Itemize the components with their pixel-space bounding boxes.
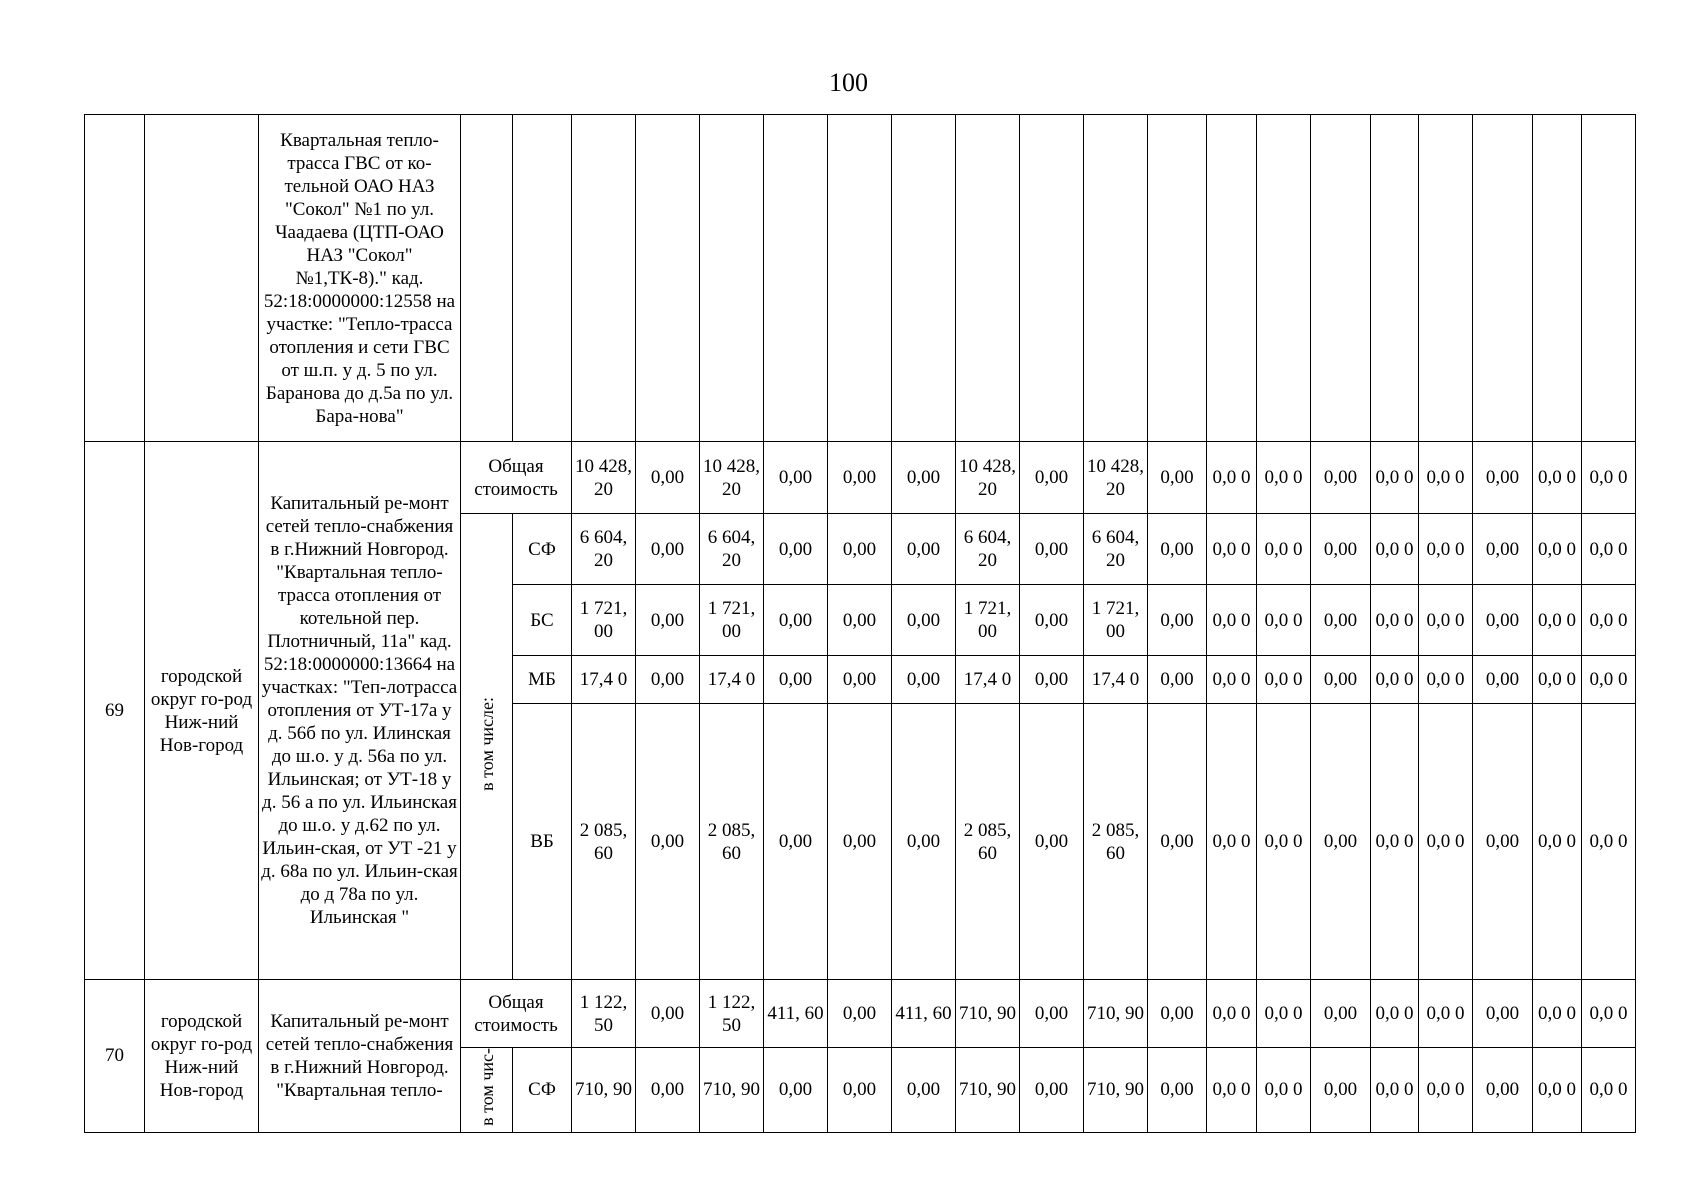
- value-cell: 0,0 0: [1533, 514, 1582, 585]
- value-cell: 710, 90: [572, 1048, 636, 1133]
- object-description: Капитальный ре-монт сетей тепло-снабжения в г.Нижний Новгород. "Квартальная тепло-трасса отопления от котельной пер. Плотничный, 11а" кад. 52:18:0000000:13664 на участках: "Теп-лотрасса отопления от УТ-17а у д. 56б по ул. Илинская до ш.о. у д. 56а по ул. Ильинская; от УТ-18 у д. 56 а по ул. Ильинская до ш.о. у д.62 по ул. Ильин-ская, от УТ -21 у д. 68а по ул. Ильин-ская до д 78а по ул. Ильинская ": [259, 442, 461, 980]
- value-cell: 0,00: [1148, 704, 1207, 980]
- value-cell: 0,00: [828, 442, 892, 514]
- value-cell: 0,0 0: [1207, 704, 1257, 980]
- value-cell: 0,0 0: [1371, 980, 1419, 1048]
- value-cell: 0,00: [1020, 442, 1084, 514]
- value-cell: 0,00: [892, 442, 956, 514]
- value-cell: 0,00: [1020, 656, 1084, 704]
- value-cell: 0,00: [828, 704, 892, 980]
- value-cell: 0,0 0: [1257, 585, 1311, 656]
- value-cell: 0,00: [764, 1048, 828, 1133]
- value-cell: 0,0 0: [1582, 656, 1636, 704]
- value-cell: 0,0 0: [1371, 704, 1419, 980]
- value-cell: 10 428, 20: [700, 442, 764, 514]
- value-cell: 0,00: [764, 514, 828, 585]
- value-cell: 0,00: [1148, 514, 1207, 585]
- value-cell: 0,0 0: [1207, 585, 1257, 656]
- value-cell: 0,0 0: [1371, 442, 1419, 514]
- value-cell: 710, 90: [1084, 980, 1148, 1048]
- value-cell: 0,00: [1148, 442, 1207, 514]
- cont-blank-label: [461, 115, 513, 442]
- value-cell: 0,0 0: [1257, 980, 1311, 1048]
- funding-source-label: ВБ: [513, 704, 572, 980]
- value-cell: 0,00: [1311, 514, 1371, 585]
- value-cell: 0,00: [828, 514, 892, 585]
- funding-source-label: СФ: [513, 514, 572, 585]
- value-cell: 0,0 0: [1207, 1048, 1257, 1133]
- funding-source-label: СФ: [513, 1048, 572, 1133]
- value-cell: 0,0 0: [1207, 514, 1257, 585]
- value-cell: 0,0 0: [1533, 704, 1582, 980]
- value-cell: 0,00: [828, 980, 892, 1048]
- value-cell: 0,0 0: [1582, 514, 1636, 585]
- value-cell: 710, 90: [1084, 1048, 1148, 1133]
- value-cell: 0,0 0: [1419, 442, 1473, 514]
- value-cell: 0,0 0: [1257, 704, 1311, 980]
- value-cell: 0,00: [1473, 704, 1533, 980]
- value-cell: 0,00: [1148, 585, 1207, 656]
- cont-blank-sub: [513, 115, 572, 442]
- cont-num-cell: [85, 115, 145, 442]
- value-cell: 411, 60: [892, 980, 956, 1048]
- value-cell: 0,00: [892, 514, 956, 585]
- row-number: 70: [85, 980, 145, 1133]
- value-cell: 0,0 0: [1371, 656, 1419, 704]
- value-cell: 0,00: [1311, 656, 1371, 704]
- value-cell: 6 604, 20: [700, 514, 764, 585]
- value-cell: 1 122, 50: [700, 980, 764, 1048]
- value-cell: 0,00: [1311, 704, 1371, 980]
- value-cell: 0,00: [1148, 656, 1207, 704]
- value-cell: 0,0 0: [1533, 585, 1582, 656]
- value-cell: 0,00: [892, 1048, 956, 1133]
- value-cell: 0,0 0: [1582, 442, 1636, 514]
- value-cell: 1 122, 50: [572, 980, 636, 1048]
- value-cell: 0,0 0: [1419, 704, 1473, 980]
- value-cell: 0,00: [1020, 585, 1084, 656]
- row-70-total: [85, 980, 1636, 1048]
- value-cell: 17,4 0: [700, 656, 764, 704]
- value-cell: 0,0 0: [1207, 656, 1257, 704]
- territory-cell: городской округ го-род Ниж-ний Нов-город: [145, 980, 259, 1133]
- value-cell: 0,0 0: [1419, 980, 1473, 1048]
- value-cell: 2 085, 60: [956, 704, 1020, 980]
- value-cell: 0,00: [764, 585, 828, 656]
- value-cell: 0,00: [636, 980, 700, 1048]
- funding-source-label: МБ: [513, 656, 572, 704]
- value-cell: 0,00: [892, 585, 956, 656]
- value-cell: 0,0 0: [1371, 514, 1419, 585]
- value-cell: 0,00: [764, 442, 828, 514]
- value-cell: 0,00: [764, 704, 828, 980]
- total-cost-label: Общая стоимость: [461, 442, 572, 514]
- value-cell: 0,00: [1311, 1048, 1371, 1133]
- value-cell: 0,00: [636, 585, 700, 656]
- value-cell: 411, 60: [764, 980, 828, 1048]
- value-cell: 0,0 0: [1533, 1048, 1582, 1133]
- value-cell: 0,0 0: [1582, 704, 1636, 980]
- value-cell: 0,00: [828, 656, 892, 704]
- value-cell: 0,00: [1311, 442, 1371, 514]
- continuation-row: [85, 115, 1636, 442]
- value-cell: 0,0 0: [1257, 514, 1311, 585]
- page-number: 100: [829, 68, 868, 97]
- value-cell: 6 604, 20: [1084, 514, 1148, 585]
- financing-table: [84, 114, 1636, 1133]
- value-cell: 0,0 0: [1419, 514, 1473, 585]
- value-cell: 0,00: [1473, 514, 1533, 585]
- value-cell: 0,0 0: [1419, 585, 1473, 656]
- value-cell: 0,0 0: [1533, 980, 1582, 1048]
- value-cell: 0,0 0: [1207, 442, 1257, 514]
- value-cell: 1 721, 00: [700, 585, 764, 656]
- in-that-number-text: в том числе:: [476, 696, 497, 791]
- value-cell: 0,0 0: [1257, 1048, 1311, 1133]
- value-cell: 0,0 0: [1419, 656, 1473, 704]
- value-cell: 0,0 0: [1207, 980, 1257, 1048]
- value-cell: 0,0 0: [1533, 442, 1582, 514]
- value-cell: 0,00: [636, 704, 700, 980]
- value-cell: 0,0 0: [1582, 585, 1636, 656]
- value-cell: 710, 90: [956, 1048, 1020, 1133]
- value-cell: 0,0 0: [1419, 1048, 1473, 1133]
- value-cell: 0,00: [892, 656, 956, 704]
- value-cell: 0,0 0: [1582, 980, 1636, 1048]
- value-cell: 17,4 0: [572, 656, 636, 704]
- value-cell: 0,00: [636, 1048, 700, 1133]
- value-cell: 0,00: [1020, 514, 1084, 585]
- cont-territory-cell: [145, 115, 259, 442]
- value-cell: 10 428, 20: [1084, 442, 1148, 514]
- value-cell: 0,00: [1148, 1048, 1207, 1133]
- territory-cell: городской округ го-род Ниж-ний Нов-город: [145, 442, 259, 980]
- value-cell: 0,00: [636, 656, 700, 704]
- value-cell: 0,0 0: [1257, 442, 1311, 514]
- value-cell: 0,00: [892, 704, 956, 980]
- value-cell: 0,0 0: [1371, 1048, 1419, 1133]
- value-cell: 10 428, 20: [572, 442, 636, 514]
- value-cell: 0,00: [764, 656, 828, 704]
- value-cell: 0,00: [1473, 585, 1533, 656]
- value-cell: 0,00: [1020, 1048, 1084, 1133]
- value-cell: 0,00: [828, 1048, 892, 1133]
- value-cell: 0,00: [828, 585, 892, 656]
- in-that-number-label: [461, 1048, 513, 1133]
- value-cell: 6 604, 20: [572, 514, 636, 585]
- value-cell: 0,00: [1020, 704, 1084, 980]
- in-that-number-text: в том чис-: [476, 1048, 497, 1126]
- value-cell: 1 721, 00: [956, 585, 1020, 656]
- value-cell: 0,0 0: [1582, 1048, 1636, 1133]
- value-cell: 1 721, 00: [1084, 585, 1148, 656]
- row-69-total: [85, 442, 1636, 514]
- value-cell: 1 721, 00: [572, 585, 636, 656]
- value-cell: 0,00: [1473, 442, 1533, 514]
- funding-source-label: БС: [513, 585, 572, 656]
- value-cell: 0,00: [1473, 1048, 1533, 1133]
- value-cell: 0,0 0: [1257, 656, 1311, 704]
- value-cell: 2 085, 60: [572, 704, 636, 980]
- object-description: Капитальный ре-монт сетей тепло-снабжения в г.Нижний Новгород. "Квартальная тепло-: [259, 980, 461, 1133]
- value-cell: 710, 90: [956, 980, 1020, 1048]
- value-cell: 0,0 0: [1533, 656, 1582, 704]
- value-cell: 0,00: [1311, 980, 1371, 1048]
- value-cell: 17,4 0: [1084, 656, 1148, 704]
- value-cell: 710, 90: [700, 1048, 764, 1133]
- value-cell: 17,4 0: [956, 656, 1020, 704]
- value-cell: 0,00: [1148, 980, 1207, 1048]
- in-that-number-label: [461, 514, 513, 980]
- value-cell: 2 085, 60: [700, 704, 764, 980]
- value-cell: 0,00: [1311, 585, 1371, 656]
- value-cell: 0,00: [1473, 980, 1533, 1048]
- value-cell: 0,00: [636, 514, 700, 585]
- value-cell: 0,0 0: [1371, 585, 1419, 656]
- value-cell: 0,00: [1473, 656, 1533, 704]
- value-cell: 10 428, 20: [956, 442, 1020, 514]
- value-cell: 2 085, 60: [1084, 704, 1148, 980]
- cont-description: Квартальная тепло-трасса ГВС от ко-тельной ОАО НАЗ "Сокол" №1 по ул. Чаадаева (ЦТП-ОАО НАЗ "Сокол" №1,ТК-8)." кад. 52:18:0000000:12558 на участке: "Тепло-трасса отопления и сети ГВС от ш.п. у д. 5 по ул. Баранова до д.5а по ул. Бара-нова": [259, 115, 461, 442]
- value-cell: 0,00: [636, 442, 700, 514]
- row-number: 69: [85, 442, 145, 980]
- value-cell: 0,00: [1020, 980, 1084, 1048]
- value-cell: 6 604, 20: [956, 514, 1020, 585]
- total-cost-label: Общая стоимость: [461, 980, 572, 1048]
